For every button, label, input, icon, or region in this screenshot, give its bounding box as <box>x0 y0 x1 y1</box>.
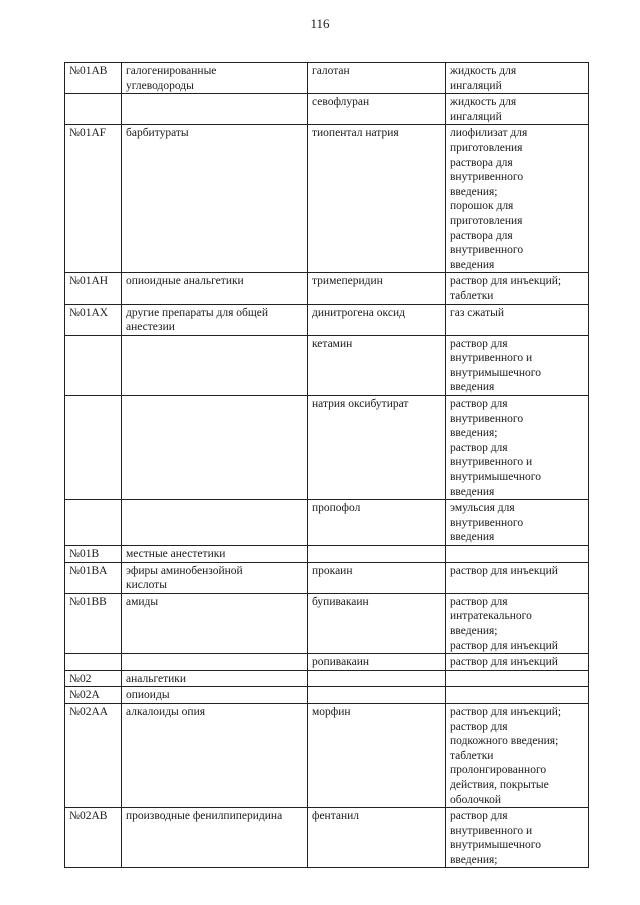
cell-line: динитрогена оксид <box>312 306 405 319</box>
cell-line: раствор для инъекций <box>450 564 558 577</box>
cell-line: опиоидные анальгетики <box>126 275 244 288</box>
code-cell: №01BA <box>65 562 122 593</box>
cell-line: жидкость для <box>450 65 517 77</box>
dosage-form-cell <box>446 593 589 653</box>
table-row <box>65 670 589 687</box>
drug-name-cell <box>308 593 446 653</box>
cell-line: раствор для <box>450 595 508 608</box>
drug-name-cell <box>308 703 446 807</box>
cell-line: интратекального <box>450 610 532 623</box>
code-cell: №01BB <box>65 593 122 653</box>
cell-line: приготовления <box>450 214 523 227</box>
cell-line: приготовления <box>450 141 523 154</box>
atc-group-cell <box>122 562 308 593</box>
atc-group-cell <box>122 546 308 563</box>
cell-line: внутривенного и <box>450 456 533 469</box>
code-cell: №02 <box>65 670 122 687</box>
cell-line: таблетки <box>450 749 494 762</box>
cell-line: кетамин <box>312 337 353 350</box>
dosage-form-cell <box>446 94 589 125</box>
drug-name-cell <box>308 808 446 868</box>
cell-line: внутримышечного <box>450 366 541 379</box>
dosage-form-cell <box>446 546 589 563</box>
cell-line: газ сжатый <box>450 306 505 319</box>
cell-line: раствор для <box>450 810 508 823</box>
cell-line: бупивакаин <box>312 595 369 608</box>
cell-line: пропофол <box>312 502 361 515</box>
dosage-form-cell <box>446 273 589 304</box>
cell-line: барбитураты <box>126 127 189 140</box>
drug-name-cell <box>308 304 446 335</box>
cell-line: тиопентал натрия <box>312 127 399 140</box>
table-row <box>65 703 589 807</box>
cell-line: порошок для <box>450 200 514 213</box>
cell-line: введения <box>450 531 495 544</box>
table-row <box>65 304 589 335</box>
cell-line: галотан <box>312 65 350 77</box>
cell-line: раствор для инъекций <box>450 656 558 669</box>
table-row <box>65 593 589 653</box>
cell-line: раствор для <box>450 441 508 454</box>
table-row <box>65 687 589 704</box>
table-row <box>65 546 589 563</box>
cell-line: ингаляций <box>450 79 502 92</box>
cell-line: раствор для <box>450 720 508 733</box>
code-cell: №01AF <box>65 125 122 273</box>
code-cell: №01B <box>65 546 122 563</box>
atc-group-cell <box>122 593 308 653</box>
drug-name-cell <box>308 94 446 125</box>
cell-line: жидкость для <box>450 96 517 109</box>
cell-line: внутривенного <box>450 171 524 184</box>
drug-name-cell <box>308 335 446 395</box>
atc-group-cell <box>122 396 308 500</box>
cell-line: кислоты <box>126 579 167 592</box>
cell-line: ингаляций <box>450 110 502 123</box>
code-cell: №02A <box>65 687 122 704</box>
drug-name-cell <box>308 546 446 563</box>
table-row <box>65 654 589 671</box>
code-cell: №01AH <box>65 273 122 304</box>
dosage-form-cell <box>446 335 589 395</box>
cell-line: алкалоиды опия <box>126 705 206 718</box>
cell-line: фентанил <box>312 810 360 823</box>
atc-group-cell <box>122 63 308 94</box>
cell-line: севофлуран <box>312 96 370 109</box>
code-cell <box>65 94 122 125</box>
drug-name-cell <box>308 63 446 94</box>
cell-line: другие препараты для общей <box>126 306 268 319</box>
drug-name-cell <box>308 654 446 671</box>
cell-line: углеводороды <box>126 79 194 92</box>
code-cell <box>65 396 122 500</box>
atc-group-cell <box>122 703 308 807</box>
cell-line: эфиры аминобензойной <box>126 564 243 577</box>
cell-line: оболочкой <box>450 793 502 806</box>
dosage-form-cell <box>446 654 589 671</box>
table-row <box>65 396 589 500</box>
code-cell <box>65 335 122 395</box>
code-cell: №01AX <box>65 304 122 335</box>
table-row <box>65 94 589 125</box>
cell-line: пролонгированного <box>450 764 547 777</box>
dosage-form-cell <box>446 562 589 593</box>
cell-line: раствор для инъекций; <box>450 275 562 288</box>
cell-line: раствора для <box>450 156 513 169</box>
cell-line: анальгетики <box>126 672 187 685</box>
code-cell: №01AB <box>65 63 122 94</box>
cell-line: введения; <box>450 427 498 440</box>
cell-line: эмульсия для <box>450 502 515 515</box>
atc-group-cell <box>122 670 308 687</box>
cell-line: раствор для инъекций <box>450 639 558 652</box>
cell-line: внутривенного и <box>450 824 533 837</box>
cell-line: внутримышечного <box>450 471 541 484</box>
cell-line: внутривенного и <box>450 352 533 365</box>
cell-line: тримеперидин <box>312 275 383 288</box>
drug-name-cell <box>308 125 446 273</box>
cell-line: внутривенного <box>450 516 524 529</box>
atc-group-cell <box>122 273 308 304</box>
cell-line: морфин <box>312 705 351 718</box>
cell-line: введения <box>450 258 495 271</box>
drug-name-cell <box>308 687 446 704</box>
dosage-form-cell <box>446 304 589 335</box>
drug-name-cell <box>308 396 446 500</box>
cell-line: внутримышечного <box>450 839 541 852</box>
drug-table <box>64 62 589 868</box>
table-row <box>65 335 589 395</box>
cell-line: подкожного введения; <box>450 735 559 748</box>
cell-line: анестезии <box>126 321 175 334</box>
atc-group-cell <box>122 335 308 395</box>
atc-group-cell <box>122 500 308 546</box>
code-cell <box>65 500 122 546</box>
cell-line: местные анестетики <box>126 548 226 560</box>
dosage-form-cell <box>446 703 589 807</box>
drug-name-cell <box>308 562 446 593</box>
drug-name-cell <box>308 500 446 546</box>
cell-line: введения <box>450 485 495 498</box>
cell-line: действия, покрытые <box>450 778 549 791</box>
drug-name-cell <box>308 273 446 304</box>
cell-line: раствор для инъекций; <box>450 705 562 718</box>
table-row <box>65 808 589 868</box>
dosage-form-cell <box>446 687 589 704</box>
table-row <box>65 273 589 304</box>
cell-line: введения; <box>450 185 498 198</box>
code-cell: №02AA <box>65 703 122 807</box>
atc-group-cell <box>122 94 308 125</box>
cell-line: внутривенного <box>450 244 524 257</box>
page-number: 116 <box>310 16 330 31</box>
cell-line: натрия оксибутират <box>312 398 409 411</box>
table-row <box>65 125 589 273</box>
dosage-form-cell <box>446 125 589 273</box>
cell-line: введения <box>450 381 495 394</box>
cell-line: галогенированные <box>126 65 217 77</box>
cell-line: раствор для <box>450 337 508 350</box>
cell-line: лиофилизат для <box>450 127 528 140</box>
atc-group-cell <box>122 687 308 704</box>
cell-line: производные фенилпиперидина <box>126 810 283 823</box>
dosage-form-cell <box>446 670 589 687</box>
cell-line: ропивакаин <box>312 656 370 669</box>
cell-line: внутривенного <box>450 412 524 425</box>
cell-line: опиоиды <box>126 689 170 702</box>
cell-line: введения; <box>450 853 498 866</box>
drug-name-cell <box>308 670 446 687</box>
cell-line: введения; <box>450 624 498 637</box>
dosage-form-cell <box>446 500 589 546</box>
drug-table-body <box>65 63 589 868</box>
code-cell: №02AB <box>65 808 122 868</box>
atc-group-cell <box>122 654 308 671</box>
atc-group-cell <box>122 304 308 335</box>
cell-line: раствор для <box>450 398 508 411</box>
code-cell <box>65 654 122 671</box>
atc-group-cell <box>122 808 308 868</box>
cell-line: таблетки <box>450 289 494 302</box>
table-row <box>65 562 589 593</box>
cell-line: амиды <box>126 595 159 608</box>
dosage-form-cell <box>446 808 589 868</box>
table-row <box>65 500 589 546</box>
dosage-form-cell <box>446 63 589 94</box>
table-row <box>65 63 589 94</box>
dosage-form-cell <box>446 396 589 500</box>
atc-group-cell <box>122 125 308 273</box>
cell-line: раствора для <box>450 229 513 242</box>
cell-line: прокаин <box>312 564 353 577</box>
